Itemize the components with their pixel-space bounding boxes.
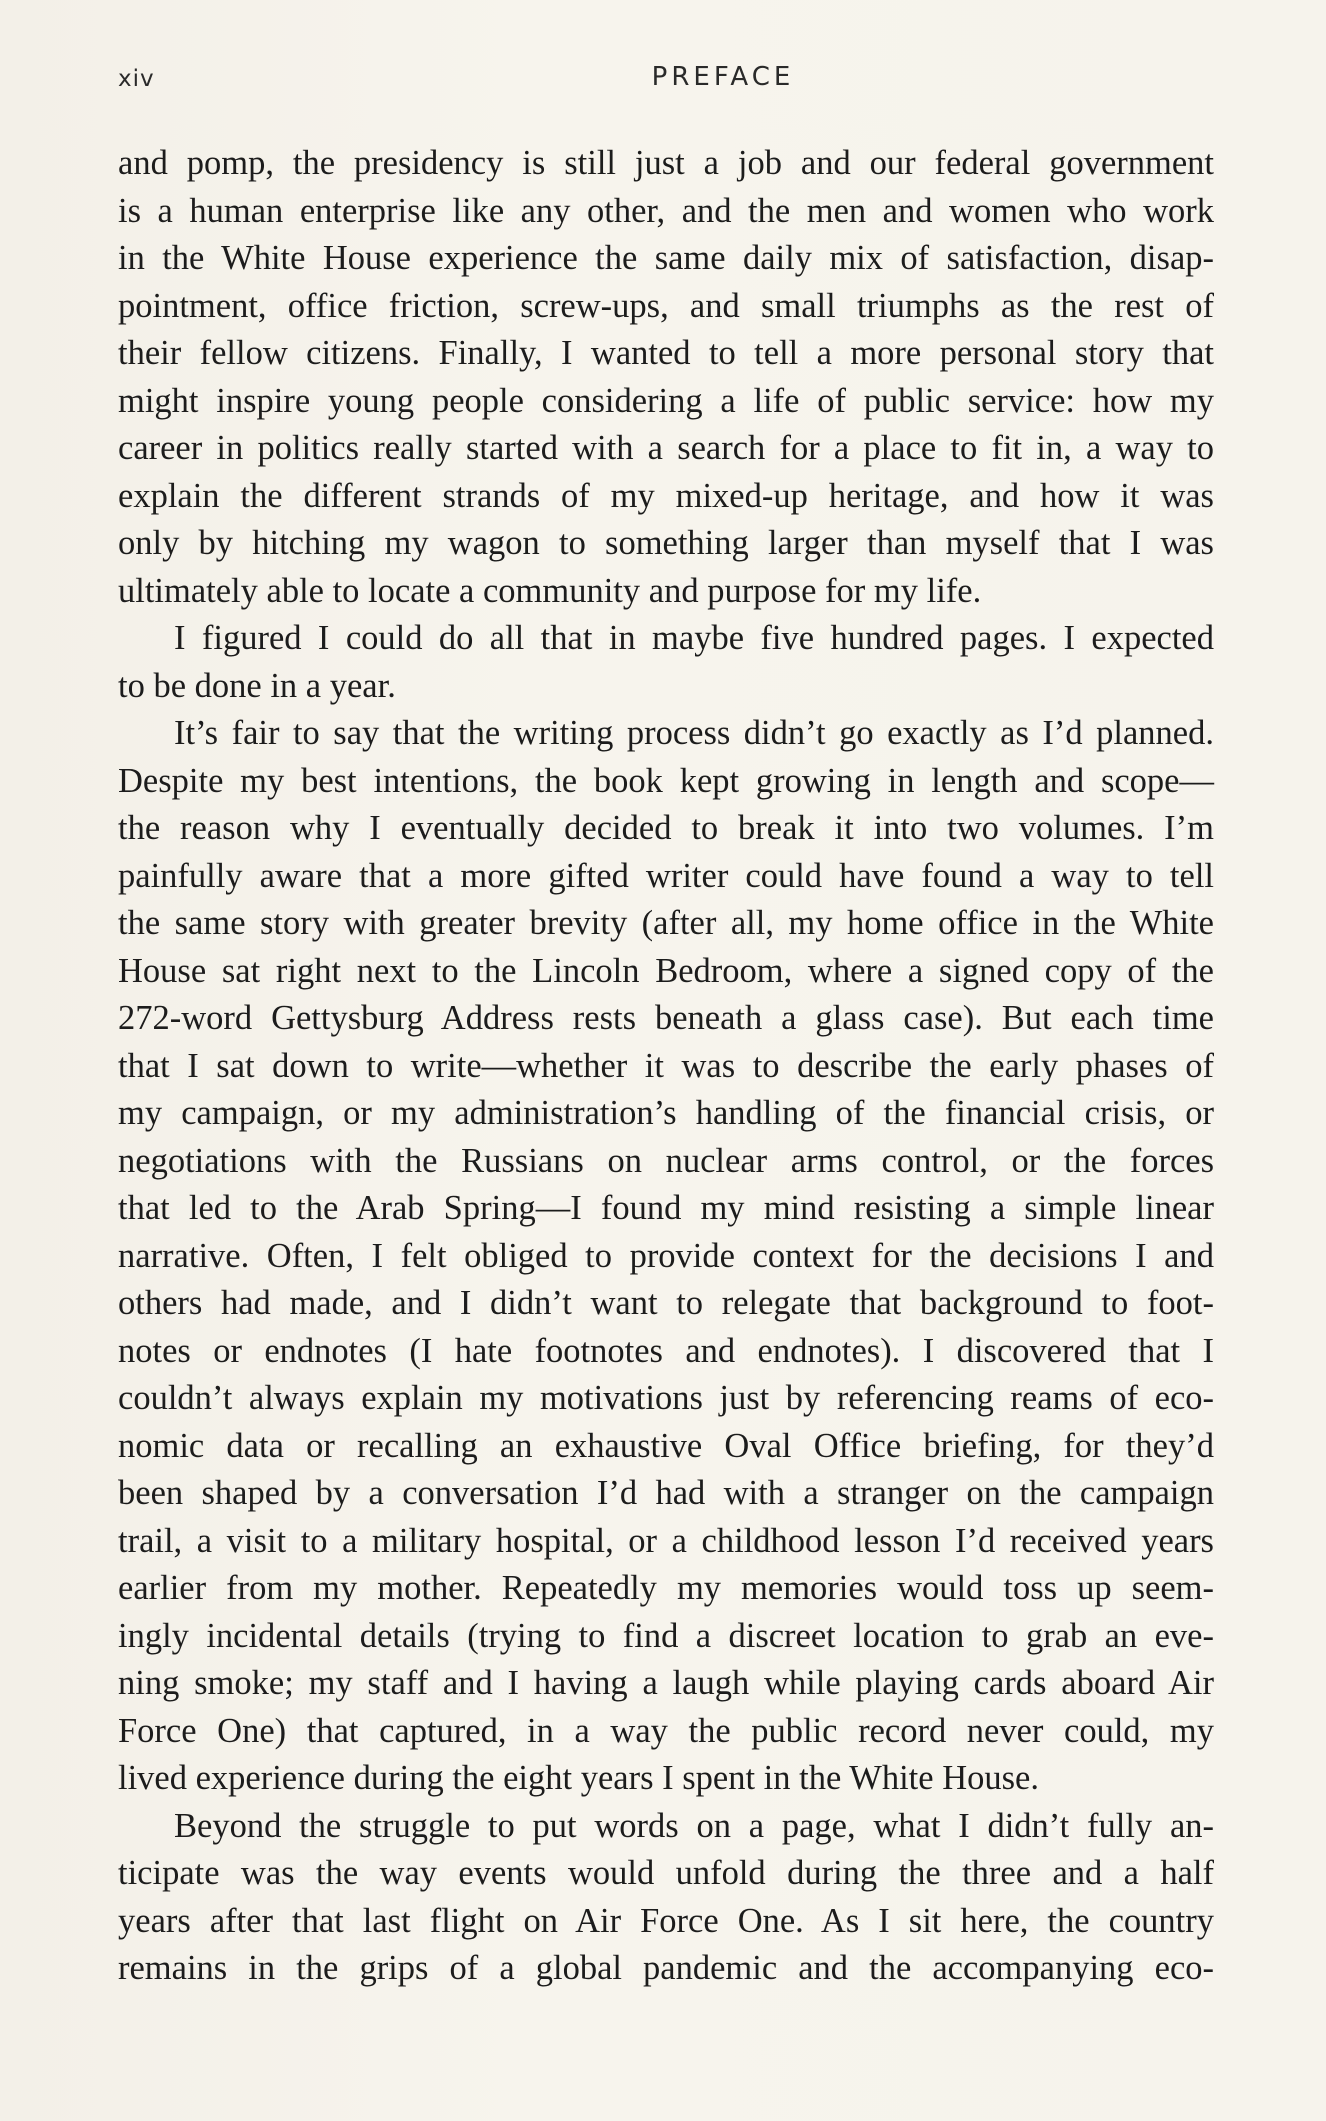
text-line: 272-word Gettysburg Address rests beneath a glass case). But each time	[118, 999, 1214, 1037]
body-text	[118, 140, 1214, 1993]
text-line: that led to the Arab Spring—I found my mind resisting a simple linear	[118, 1189, 1214, 1227]
text-line: is a human enterprise like any other, and the men and women who work	[118, 191, 1214, 230]
text-line: Beyond the struggle to put words on a page, what I didn’t fully an-	[174, 1806, 1214, 1845]
text-line: nomic data or recalling an exhaustive Oval Office briefing, for they’d	[118, 1426, 1214, 1465]
text-line: and pomp, the presidency is still just a job and our federal government	[118, 144, 1214, 182]
text-line: painfully aware that a more gifted writer could have found a way to tell	[118, 856, 1214, 895]
text-line: ingly incidental details (trying to find a discreet location to grab an eve-	[118, 1616, 1214, 1655]
text-line: ning smoke; my staff and I having a laugh while playing cards aboard Air	[118, 1664, 1214, 1702]
text-line: Despite my best intentions, the book kept growing in length and scope—	[118, 761, 1214, 800]
text-line: the same story with greater brevity (after all, my home office in the White	[118, 904, 1214, 942]
text-line: others had made, and I didn’t want to relegate that background to foot-	[118, 1284, 1214, 1322]
text-line: career in politics really started with a search for a place to fit in, a way to	[118, 429, 1214, 467]
text-line: ultimately able to locate a community and purpose for my life.	[118, 571, 982, 610]
text-line: narrative. Often, I felt obliged to provide context for the decisions I and	[118, 1236, 1214, 1275]
text-line: their fellow citizens. Finally, I wanted to tell a more personal story that	[118, 334, 1214, 372]
text-line: to be done in a year.	[118, 666, 396, 705]
page-number: xiv	[118, 66, 155, 92]
text-line: Force One) that captured, in a way the public record never could, my	[118, 1711, 1214, 1750]
text-line: explain the different strands of my mixed-up heritage, and how it was	[118, 476, 1214, 515]
text-line: notes or endnotes (I hate footnotes and endnotes). I discovered that I	[118, 1331, 1214, 1370]
text-line: years after that last flight on Air Force One. As I sit here, the country	[118, 1901, 1214, 1940]
text-line: negotiations with the Russians on nuclear arms control, or the forces	[118, 1141, 1214, 1180]
text-line: ticipate was the way events would unfold during the three and a half	[118, 1854, 1214, 1892]
text-line: lived experience during the eight years I spent in the White House.	[118, 1759, 1039, 1797]
text-line: House sat right next to the Lincoln Bedroom, where a signed copy of the	[118, 951, 1214, 990]
running-head	[118, 62, 1218, 102]
text-line: pointment, office friction, screw-ups, and small triumphs as the rest of	[118, 286, 1214, 325]
chapter-title: PREFACE	[651, 62, 795, 92]
text-line: trail, a visit to a military hospital, or a childhood lesson I’d received years	[118, 1521, 1214, 1560]
text-line: remains in the grips of a global pandemic and the accompanying eco-	[118, 1949, 1214, 1987]
text-line: the reason why I eventually decided to break it into two volumes. I’m	[118, 809, 1214, 847]
text-line: only by hitching my wagon to something larger than myself that I was	[118, 524, 1214, 562]
text-line: might inspire young people considering a life of public service: how my	[118, 381, 1214, 420]
text-line: that I sat down to write—whether it was to describe the early phases of	[118, 1046, 1214, 1085]
text-line: I figured I could do all that in maybe five hundred pages. I expected	[174, 619, 1214, 657]
text-line: earlier from my mother. Repeatedly my memories would toss up seem-	[118, 1569, 1214, 1607]
text-line: my campaign, or my administration’s handling of the financial crisis, or	[118, 1094, 1214, 1132]
text-line: couldn’t always explain my motivations just by referencing reams of eco-	[118, 1379, 1214, 1417]
text-line: It’s fair to say that the writing process didn’t go exactly as I’d planned.	[174, 714, 1214, 752]
text-line: in the White House experience the same daily mix of satisfaction, disap-	[118, 239, 1214, 277]
text-line: been shaped by a conversation I’d had with a stranger on the campaign	[118, 1474, 1214, 1512]
